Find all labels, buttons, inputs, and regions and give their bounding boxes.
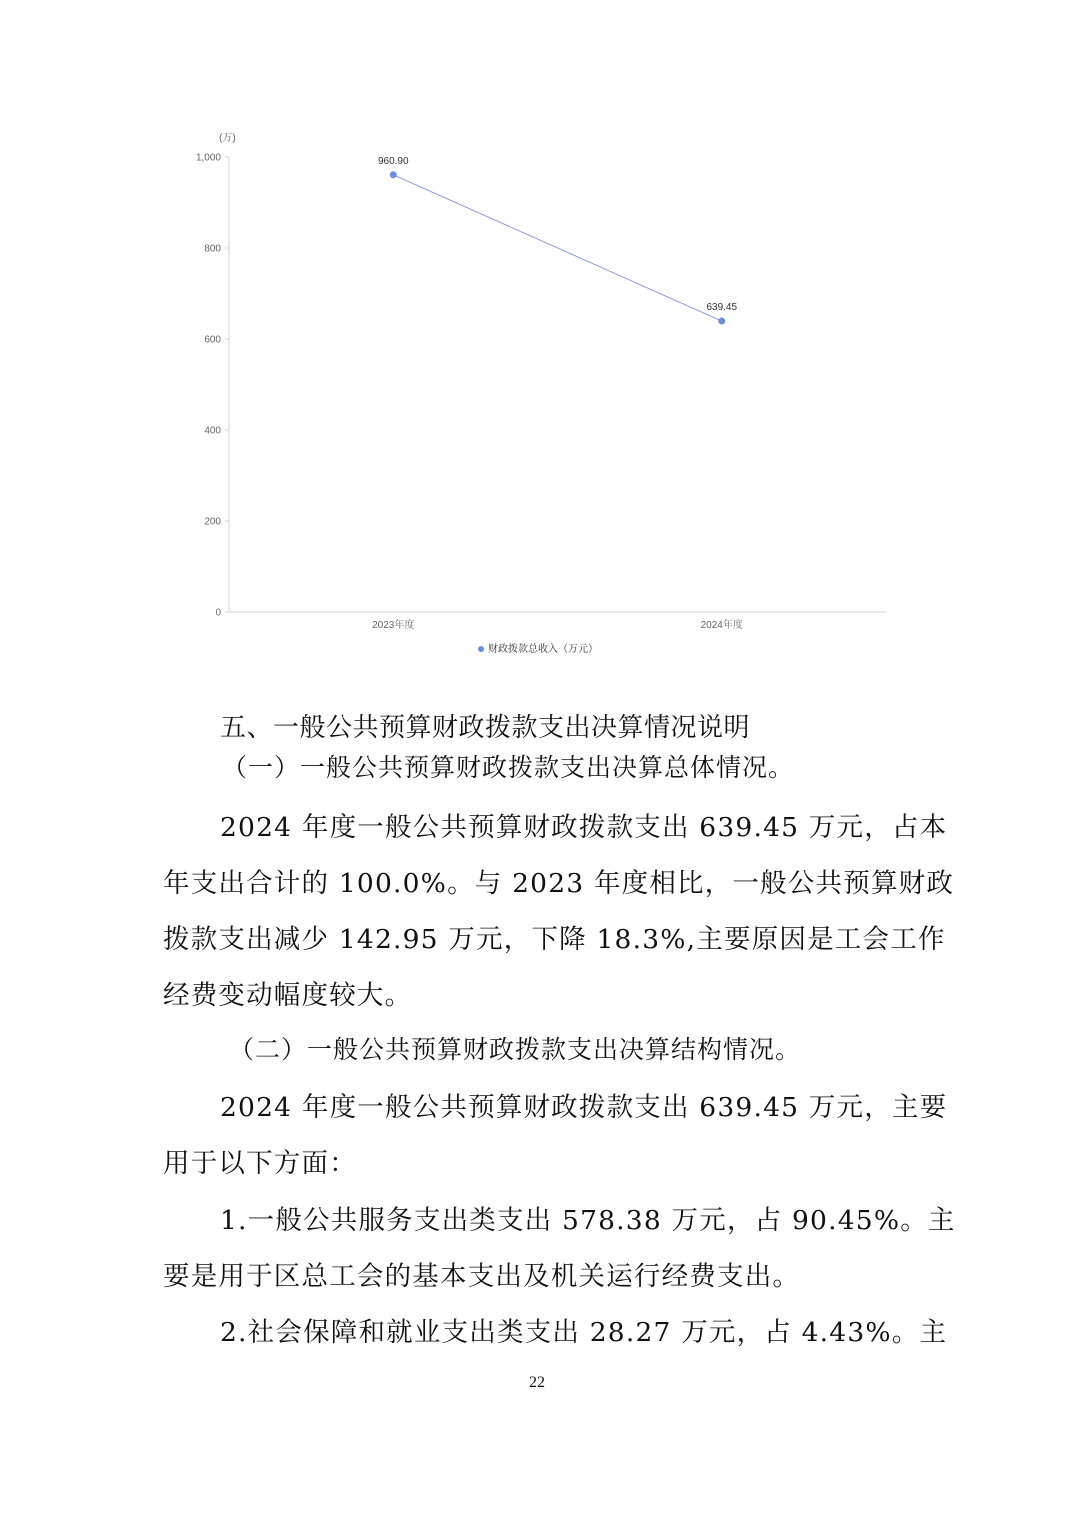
series-line	[393, 175, 722, 321]
y-tick-label: 1,000	[195, 152, 221, 164]
paragraph-1-line: 年支出合计的 100.0%。与 2023 年度相比，一般公共预算财政	[163, 868, 955, 899]
section-title: 五、一般公共预算财政拨款支出决算情况说明	[220, 713, 751, 743]
y-tick-label: 400	[204, 425, 221, 437]
y-axis-unit-label: (万)	[219, 133, 236, 144]
x-tick-label: 2023年度	[372, 620, 415, 631]
chart-legend	[478, 642, 598, 655]
paragraph-2-line: 用于以下方面：	[163, 1148, 357, 1179]
page-number: 22	[529, 1374, 545, 1391]
data-point	[390, 171, 397, 178]
paragraph-2-line: 2024 年度一般公共预算财政拨款支出 639.45 万元，主要	[220, 1092, 948, 1123]
item-1-line: 要是用于区总工会的基本支出及机关运行经费支出。	[163, 1261, 801, 1292]
paragraph-1-line: 2024 年度一般公共预算财政拨款支出 639.45 万元，占本	[220, 812, 948, 843]
y-tick-label: 0	[215, 607, 221, 619]
data-label: 960.90	[377, 155, 409, 167]
x-tick-label: 2024年度	[700, 620, 743, 631]
y-tick-label: 800	[204, 243, 221, 255]
line-chart	[0, 0, 1074, 670]
item-1-line: 1.一般公共服务支出类支出 578.38 万元，占 90.45%。主	[220, 1205, 956, 1236]
data-point	[718, 318, 725, 325]
y-tick-label: 600	[204, 334, 221, 346]
subsection-title-1: （一）一般公共预算财政拨款支出决算总体情况。	[222, 753, 795, 782]
paragraph-1-line: 拨款支出减少 142.95 万元，下降 18.3%,主要原因是工会工作	[163, 924, 946, 955]
subsection-title-2: （二）一般公共预算财政拨款支出决算结构情况。	[229, 1035, 802, 1064]
item-2-line: 2.社会保障和就业支出类支出 28.27 万元，占 4.43%。主	[220, 1317, 948, 1348]
legend-marker	[478, 646, 484, 652]
legend-label: 财政拨款总收入（万元）	[488, 644, 598, 655]
data-label: 639.45	[706, 302, 738, 314]
y-tick-label: 200	[204, 516, 221, 528]
paragraph-1-line: 经费变动幅度较大。	[163, 980, 413, 1011]
